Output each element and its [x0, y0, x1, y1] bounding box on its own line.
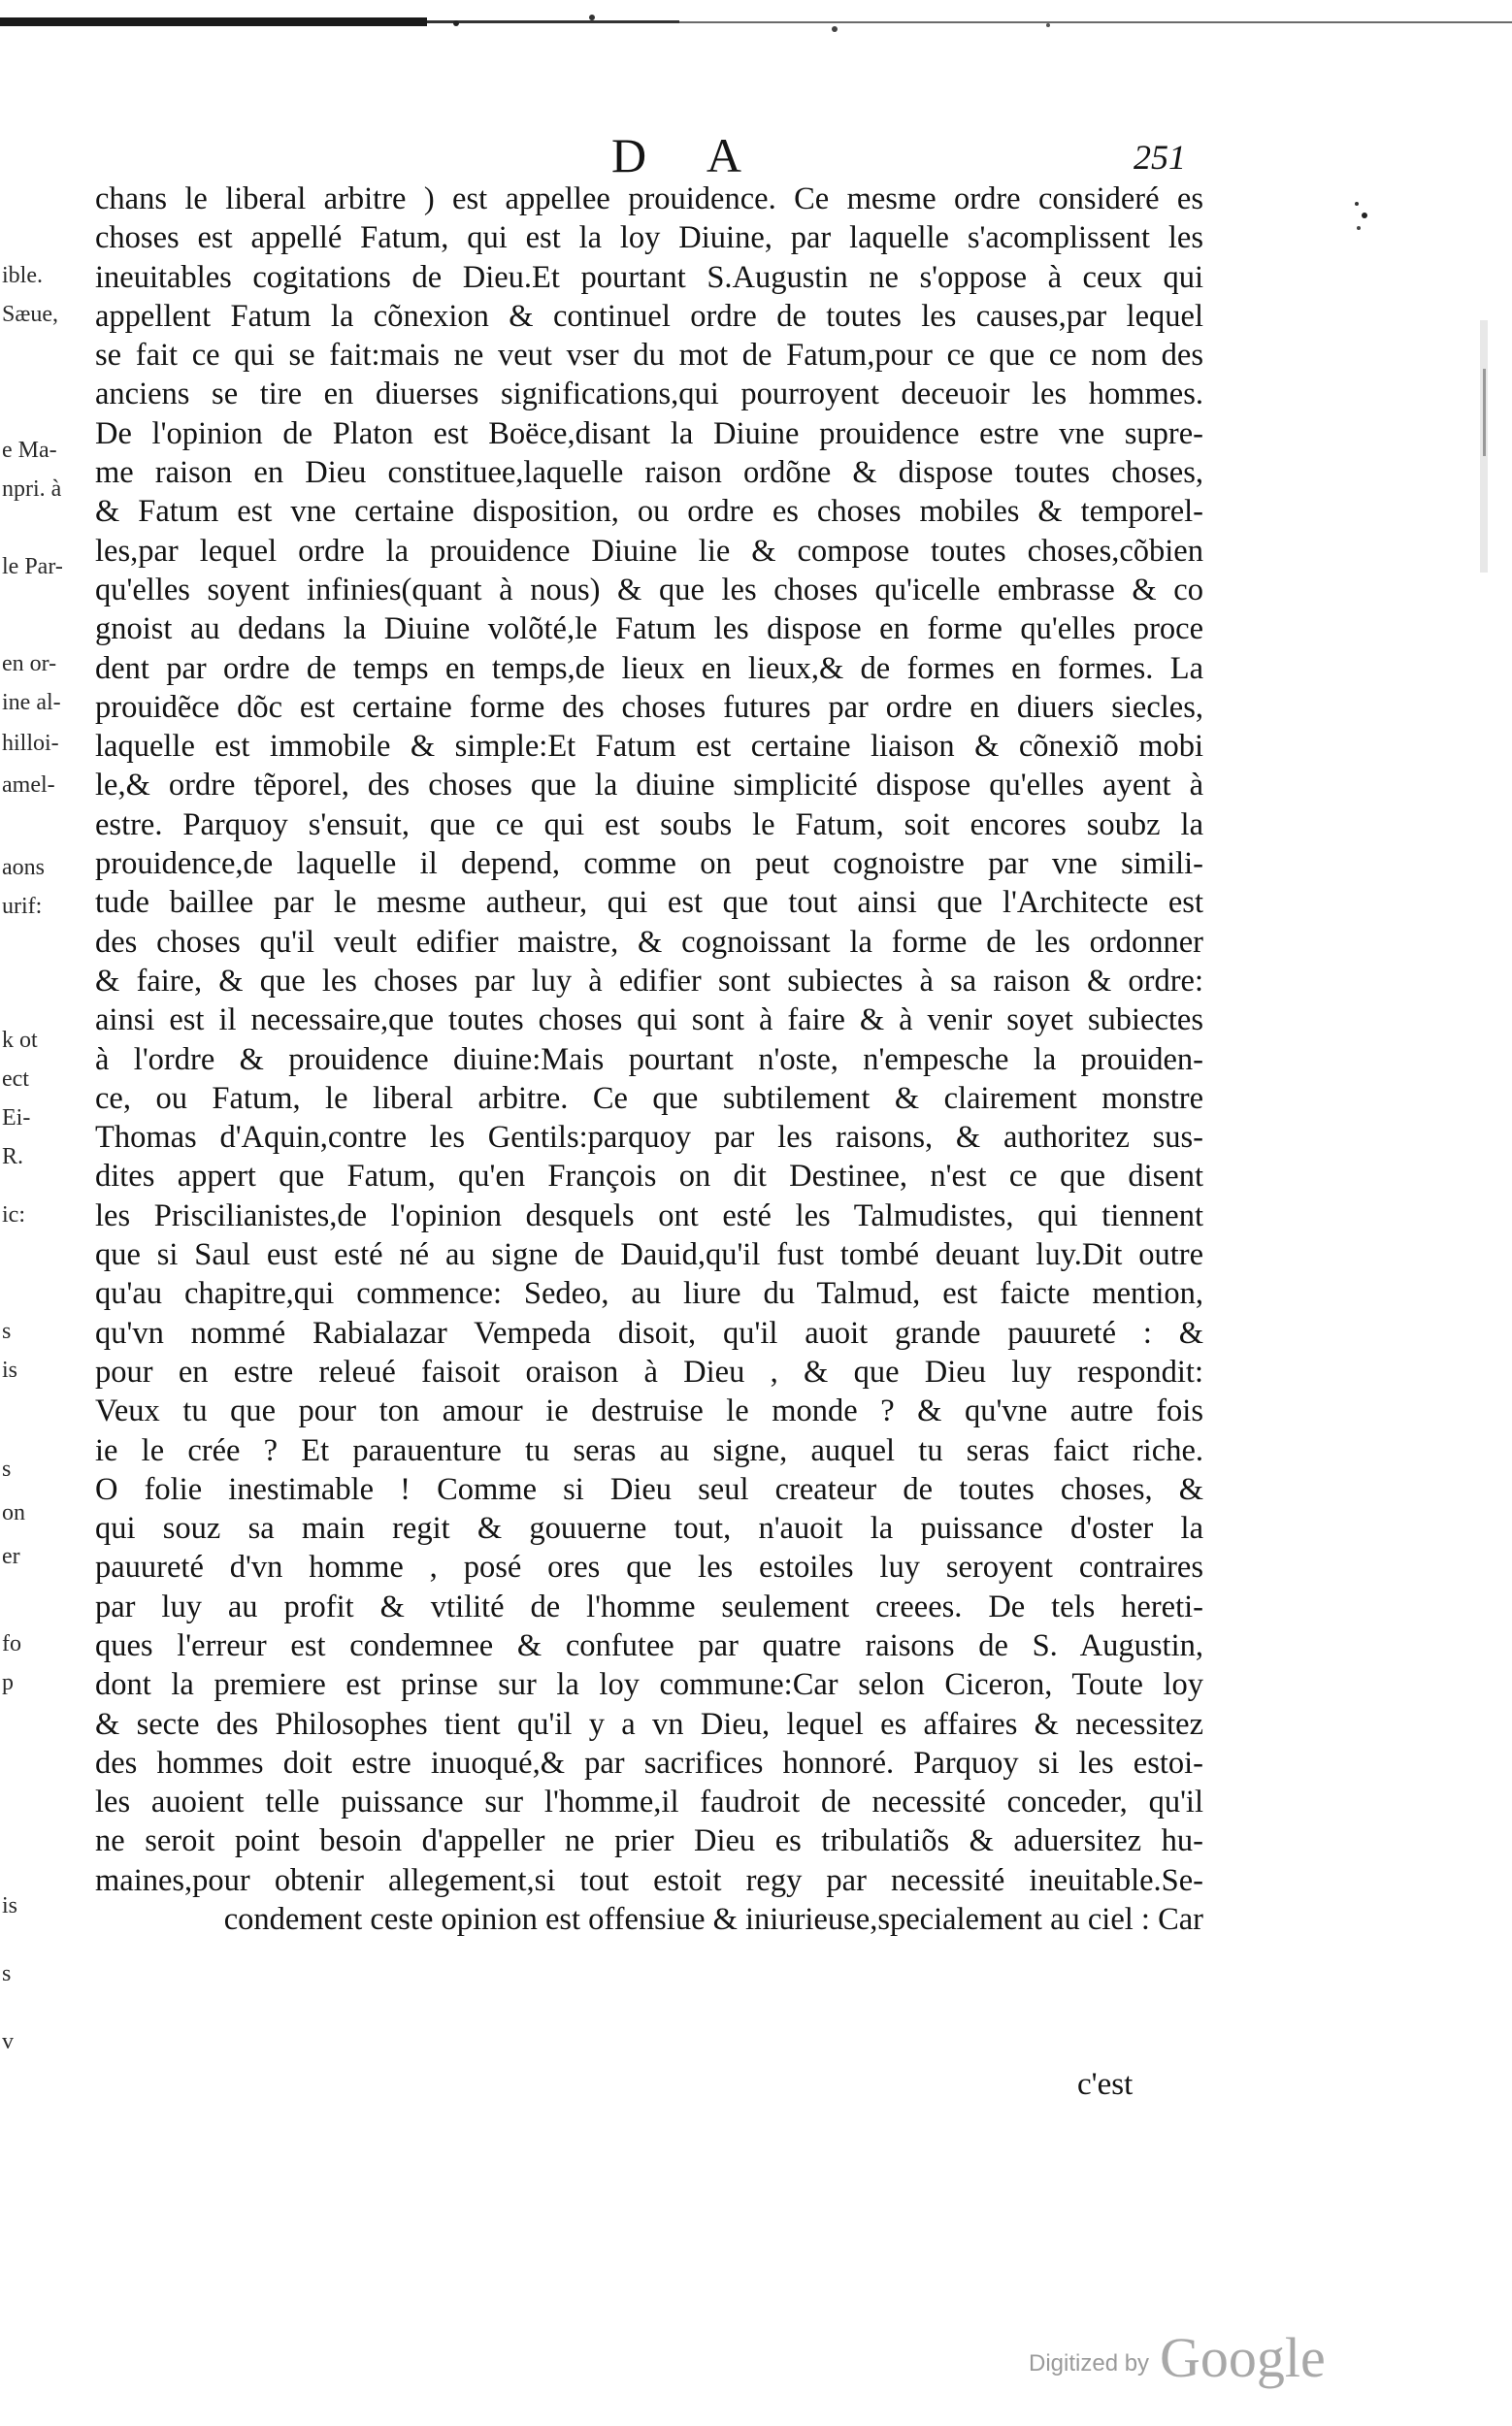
google-logo: Google — [1160, 2326, 1326, 2389]
margin-note: v — [2, 2029, 14, 2054]
margin-note: is — [2, 1893, 18, 1918]
text-line: les Priscilianistes,de l'opinion desquels ont esté les Talmudistes, qui tiennent — [95, 1197, 1203, 1233]
text-line: qu'au chapitre,qui commence: Sedeo, au liure du Talmud, est faicte mention, — [95, 1276, 1203, 1312]
margin-note: amel- — [2, 772, 55, 798]
body-text — [95, 180, 1203, 1939]
margin-note: s — [2, 1457, 12, 1482]
running-head: D A — [611, 128, 767, 182]
margin-note: aons — [2, 855, 45, 880]
text-line: Thomas d'Aquin,contre les Gentils:parquoy par les raisons, & authoritez sus- — [95, 1120, 1203, 1156]
margin-note: ic: — [2, 1202, 25, 1228]
margin-note: Ei- — [2, 1105, 31, 1131]
text-line: estre. Parquoy s'ensuit, que ce qui est soubs le Fatum, soit encores soubz la — [95, 806, 1203, 842]
margin-note: k ot — [2, 1028, 38, 1053]
catchword: c'est — [1077, 2067, 1134, 2102]
text-line: qui souz sa main regit & gouuerne tout, n'auoit la puissance d'oster la — [95, 1511, 1203, 1547]
text-line: dent par ordre de temps en temps,de lieux en lieux,& de formes en formes. La — [95, 650, 1203, 686]
margin-note: Sæue, — [2, 302, 59, 327]
margin-note: is — [2, 1358, 18, 1383]
text-line: choses est appellé Fatum, qui est la loy Diuine, par laquelle s'acomplissent les — [95, 220, 1203, 256]
text-line: me raison en Dieu constituee,laquelle raison ordõne & dispose toutes choses, — [95, 455, 1203, 491]
text-line: le,& ordre tẽporel, des choses que la diuine simplicité dispose qu'elles ayent à — [95, 768, 1203, 803]
text-line: ie le crée ? Et parauenture tu seras au signe, auquel tu seras faict riche. — [95, 1432, 1203, 1468]
text-line: les auoient telle puissance sur l'homme,il faudroit de necessité conceder, qu'il — [95, 1785, 1203, 1820]
watermark-prefix: Digitized by — [1029, 2350, 1150, 2377]
margin-note: urif: — [2, 894, 43, 919]
text-line: dont la premiere est prinse sur la loy commune:Car selon Ciceron, Toute loy — [95, 1667, 1203, 1703]
text-line: par luy au profit & vtilité de l'homme seulement creees. De tels hereti- — [95, 1589, 1203, 1624]
text-line: anciens se tire en diuerses significations,qui pourroyent deceuoir les hommes. — [95, 377, 1203, 412]
text-line: que si Saul eust esté né au signe de Dauid,qu'il fust tombé deuant luy.Dit outre — [95, 1237, 1203, 1273]
text-line: des choses qu'il veult edifier maistre, & cognoissant la forme de les ordonner — [95, 924, 1203, 960]
margin-ink-specks — [1330, 175, 1495, 660]
margin-note: er — [2, 1544, 20, 1569]
page-number: 251 — [1134, 138, 1186, 177]
margin-note: hilloi- — [2, 731, 59, 756]
text-line: De l'opinion de Platon est Boëce,disant la Diuine prouidence estre vne supre- — [95, 415, 1203, 451]
text-line: qu'elles soyent infinies(quant à nous) & que les choses qu'icelle embrasse & co — [95, 572, 1203, 607]
left-margin-notes — [0, 0, 68, 2135]
text-line: dites appert que Fatum, qu'en François on dit Destinee, n'est ce que disent — [95, 1159, 1203, 1195]
margin-note: ible. — [2, 263, 43, 288]
text-line: appellent Fatum la cõnexion & continuel ordre de toutes les causes,par lequel — [95, 298, 1203, 334]
margin-note: en or- — [2, 651, 57, 676]
text-line: O folie inestimable ! Comme si Dieu seul createur de toutes choses, & — [95, 1471, 1203, 1507]
text-line: prouidẽce dõc est certaine forme des choses futures par ordre en diuers siecles, — [95, 689, 1203, 725]
text-line: ce, ou Fatum, le liberal arbitre. Ce que subtilement & clairement monstre — [95, 1080, 1203, 1116]
text-line: gnoist au dedans la Diuine volõté,le Fatum les dispose en forme qu'elles proce — [95, 611, 1203, 647]
text-line: condement ceste opinion est offensiue & iniurieuse,specialement au ciel : Car — [223, 1902, 1203, 1938]
text-line: laquelle est immobile & simple:Et Fatum est certaine liaison & cõnexiõ mobi — [95, 729, 1203, 765]
text-line: prouidence,de laquelle il depend, comme on peut cognoistre par vne simili- — [95, 846, 1203, 882]
text-line: se fait ce qui se fait:mais ne veut vser du mot de Fatum,pour ce que ce nom des — [95, 338, 1203, 374]
text-line: pour en estre releué faisoit oraison à Dieu , & que Dieu luy respondit: — [95, 1354, 1203, 1390]
top-edge-ink-rule — [0, 8, 1512, 37]
margin-note: R. — [2, 1144, 24, 1169]
margin-note: s — [2, 1319, 12, 1344]
text-line: maines,pour obtenir allegement,si tout estoit regy par necessité ineuitable.Se- — [95, 1862, 1203, 1898]
text-line: à l'ordre & prouidence diuine:Mais pourtant n'oste, n'empesche la prouiden- — [95, 1041, 1203, 1077]
margin-note: p — [2, 1670, 14, 1695]
text-line: chans le liberal arbitre ) est appellee prouidence. Ce mesme ordre consideré es — [95, 181, 1203, 216]
margin-note: ine al- — [2, 690, 61, 715]
text-line: ques l'erreur est condemnee & confutee par quatre raisons de S. Augustin, — [95, 1627, 1203, 1663]
text-line: des hommes doit estre inuoqué,& par sacrifices honnoré. Parquoy si les estoi- — [95, 1745, 1203, 1781]
margin-note: le Par- — [2, 554, 63, 579]
text-line: & Fatum est vne certaine disposition, ou ordre es choses mobiles & temporel- — [95, 494, 1203, 530]
text-line: & faire, & que les choses par luy à edifier sont subiectes à sa raison & ordre: — [95, 963, 1203, 999]
digitization-watermark — [1029, 2326, 1359, 2389]
margin-note: npri. à — [2, 476, 62, 502]
margin-note: on — [2, 1500, 25, 1525]
text-line: ineuitables cogitations de Dieu.Et pourtant S.Augustin ne s'oppose à ceux qui — [95, 259, 1203, 295]
text-line: tude baillee par le mesme autheur, qui est que tout ainsi que l'Architecte est — [95, 885, 1203, 921]
text-line: pauureté d'vn homme , posé ores que les estoiles luy seroyent contraires — [95, 1550, 1203, 1586]
text-line: les,par lequel ordre la prouidence Diuine lie & compose toutes choses,cõbien — [95, 533, 1203, 569]
margin-note: ect — [2, 1066, 29, 1092]
text-line: qu'vn nommé Rabialazar Vempeda disoit, qu'il auoit grande pauureté : & — [95, 1315, 1203, 1351]
margin-note: e Ma- — [2, 438, 57, 463]
margin-note: s — [2, 1961, 12, 1986]
text-line: Veux tu que pour ton amour ie destruise le monde ? & qu'vne autre fois — [95, 1393, 1203, 1429]
text-line: ainsi est il necessaire,que toutes choses qui sont à faire & à venir soyet subiectes — [95, 1002, 1203, 1038]
text-line: ne seroit point besoin d'appeller ne prier Dieu es tribulatiõs & aduersitez hu- — [95, 1823, 1203, 1859]
text-line: & secte des Philosophes tient qu'il y a vn Dieu, lequel es affaires & necessitez — [95, 1706, 1203, 1742]
margin-note: fo — [2, 1631, 21, 1656]
